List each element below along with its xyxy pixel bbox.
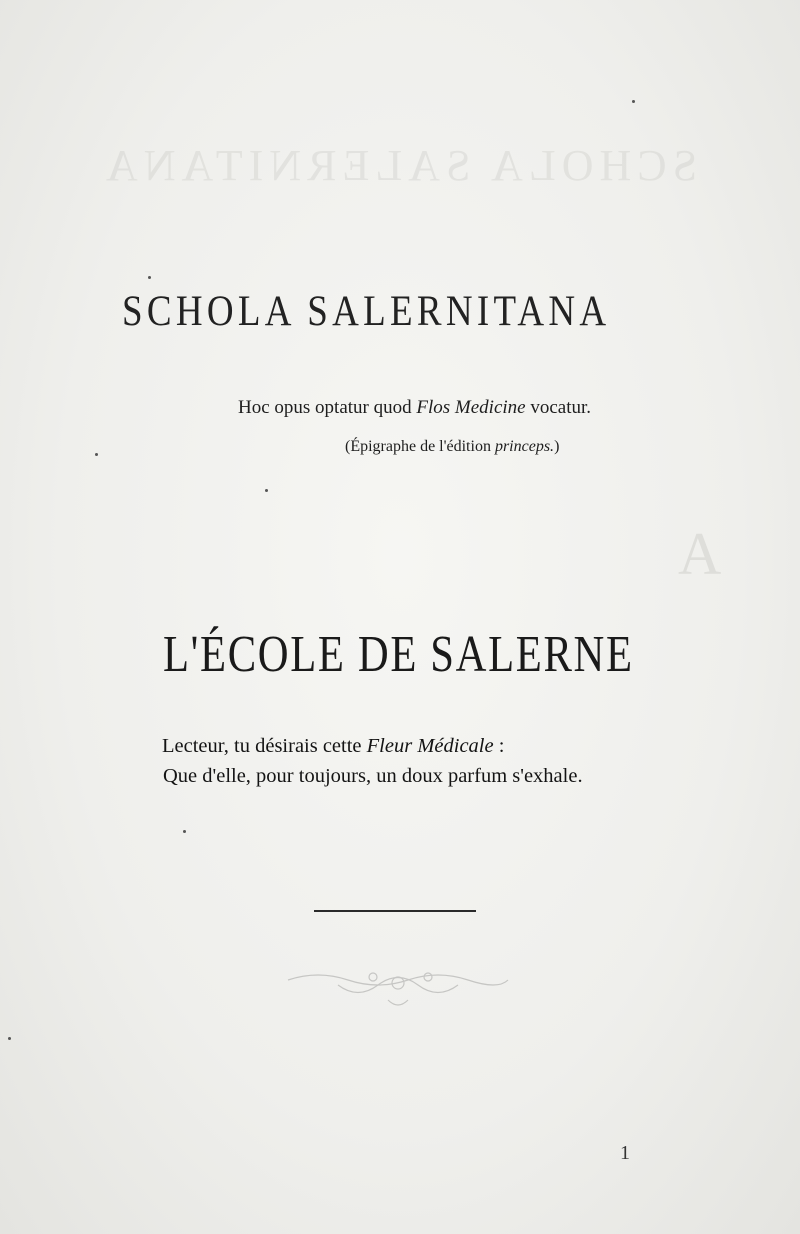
page-number: 1 bbox=[620, 1142, 630, 1164]
verse-line-1-end: : bbox=[493, 735, 505, 757]
epigraph bbox=[238, 397, 591, 419]
divider-rule bbox=[314, 910, 476, 912]
verse-line-1-italic: Fleur Médicale bbox=[366, 735, 494, 757]
french-title: L'ÉCOLE DE SALERNE bbox=[163, 626, 634, 683]
verse-line-2: Que d'elle, pour toujours, un doux parfum s'exhale. bbox=[163, 765, 583, 787]
epigraph-italic: Flos Medicine bbox=[416, 397, 526, 418]
paper-speck bbox=[265, 489, 268, 492]
page-title: SCHOLA SALERNITANA bbox=[122, 288, 611, 335]
paper-speck bbox=[632, 100, 635, 103]
show-through-initial: A bbox=[678, 521, 722, 587]
paper-speck bbox=[8, 1037, 11, 1040]
epigraph-source-end: ) bbox=[554, 438, 560, 455]
paper-speck bbox=[148, 276, 151, 279]
ornament-icon bbox=[278, 955, 518, 1015]
verse-line-1-text: Lecteur, tu désirais cette bbox=[162, 735, 367, 757]
epigraph-text-end: vocatur. bbox=[525, 397, 592, 418]
epigraph-source bbox=[345, 438, 559, 456]
show-through-text: SCHOLA SALERNITANA bbox=[100, 141, 698, 190]
epigraph-source-text: (Épigraphe de l'édition bbox=[345, 438, 495, 455]
paper-speck bbox=[95, 453, 98, 456]
paper-speck bbox=[183, 830, 186, 833]
epigraph-source-italic: princeps. bbox=[494, 438, 555, 455]
epigraph-text: Hoc opus optatur quod bbox=[238, 397, 417, 418]
verse-line-1 bbox=[162, 735, 504, 758]
